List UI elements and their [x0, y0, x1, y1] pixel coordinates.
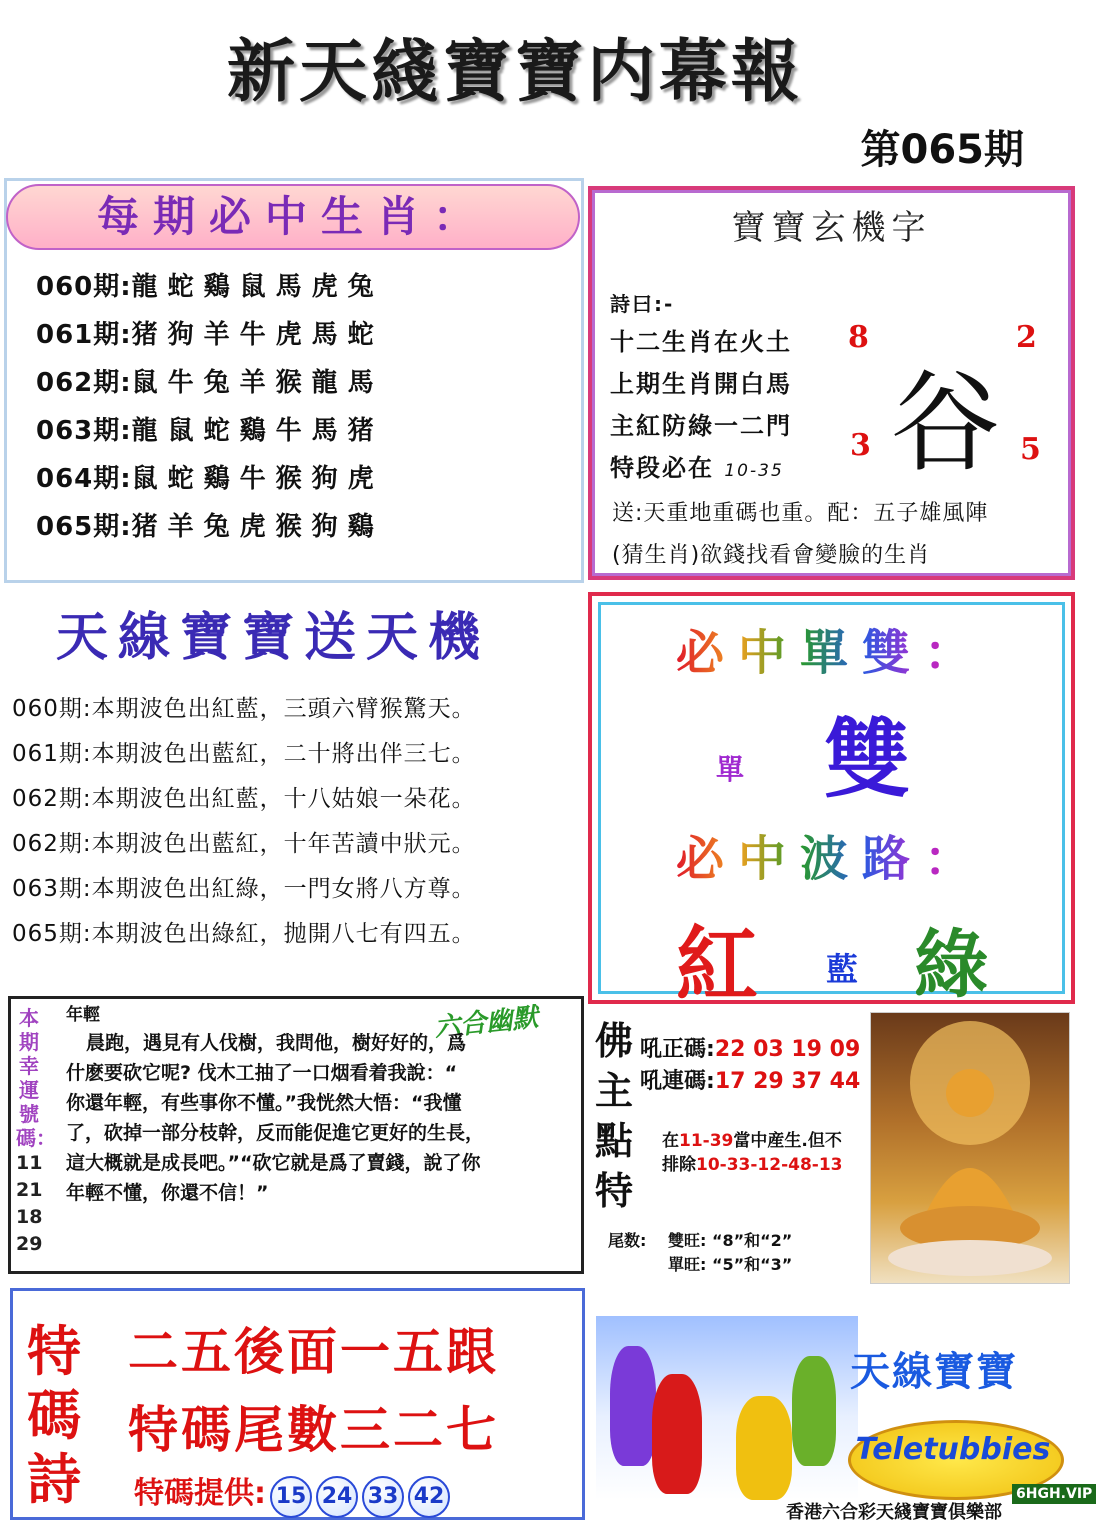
poem-text: 特段必在 — [610, 454, 714, 482]
buddha-figure-icon — [871, 1013, 1069, 1283]
zodiac-period: 060期: — [36, 272, 132, 302]
exclude-label: 排除 — [662, 1155, 696, 1175]
zodiac-row — [36, 410, 384, 447]
zodiac-period: 063期: — [36, 416, 132, 446]
lian-label: 吼連碼: — [640, 1069, 715, 1094]
zodiac-animals: 鼠牛兔羊猴龍馬 — [131, 368, 384, 398]
gift-text: 送:天重地重碼也重。配：五子雄風陣 — [612, 501, 989, 526]
zodiac-animals: 龍蛇鷄鼠馬虎兔 — [131, 272, 384, 302]
produce-pre: 在 — [662, 1131, 679, 1151]
double-value: “8”和“2” — [711, 1231, 793, 1250]
zodiac-period: 061期: — [36, 320, 132, 350]
special-poem-vertical: 特碼詩 — [27, 1320, 81, 1511]
poem-range: 10-35 — [724, 461, 784, 481]
zodiac-row — [36, 506, 384, 543]
page-title: 新天綫寶寶内幕報 — [226, 33, 803, 112]
zodiac-period: 065期: — [36, 512, 132, 542]
zodiac-row — [36, 314, 384, 351]
lian-value: 17 29 37 44 — [714, 1069, 861, 1094]
teletubbies-logo-text: Teletubbies — [855, 1432, 1051, 1467]
poem-intro: 詩曰:- — [610, 292, 675, 316]
secret-number: 8 — [848, 320, 869, 355]
double-label: 雙旺: — [668, 1231, 707, 1250]
number-ball: 15 — [270, 1476, 312, 1518]
special-poem-line: 二五後面一五跟 — [128, 1323, 499, 1381]
produce-range: 11-39 — [679, 1131, 734, 1151]
riddle-text: (猜生肖)欲錢找看會變臉的生肖 — [612, 543, 931, 568]
tianji-row: 060期:本期波色出紅藍，三頭六臂猴驚天。 — [12, 696, 476, 722]
zodiac-row — [36, 458, 384, 495]
number-ball: 42 — [408, 1476, 450, 1518]
poem-line: 主紅防綠一二門 — [610, 412, 792, 440]
secret-number: 2 — [1016, 320, 1037, 355]
double-label: 雙 — [824, 710, 910, 810]
tianji-row: 065期:本期波色出綠紅，抛開八七有四五。 — [12, 921, 476, 947]
special-poem-line: 特碼尾數三二七 — [128, 1401, 499, 1459]
produce-post: 當中産生.但不 — [733, 1131, 842, 1151]
number-ball: 24 — [316, 1476, 358, 1518]
number-ball: 33 — [362, 1476, 404, 1518]
produce-row — [662, 1126, 842, 1151]
buddha-vertical-title: 佛主點特 — [594, 1019, 633, 1213]
secret-number: 5 — [1020, 432, 1041, 467]
zodiac-period: 064期: — [36, 464, 132, 494]
zodiac-period: 062期: — [36, 368, 132, 398]
humor-title: 六合幽默 — [432, 1002, 540, 1044]
single-row — [668, 1252, 792, 1275]
poem-line: 上期生肖開白馬 — [610, 370, 792, 398]
joke-line: 什麽要砍它呢? 伐木工抽了一口烟看着我說：“ — [66, 1062, 458, 1084]
tianji-row: 061期:本期波色出藍紅，二十將出伴三七。 — [12, 741, 476, 767]
lucky-number: 18 — [16, 1206, 43, 1228]
tianji-row: 063期:本期波色出紅綠，一門女將八方尊。 — [12, 876, 476, 902]
joke-line: 晨跑，遇見有人伐樹，我問他，樹好好的，爲 — [86, 1032, 467, 1054]
joke-title: 年輕 — [66, 1005, 100, 1025]
tinky-winky-icon — [610, 1346, 656, 1466]
watermark: 6HGH.VIP — [1012, 1484, 1096, 1504]
single-double-heading: 必中單雙： — [676, 614, 986, 683]
zodiac-animals: 猪狗羊牛虎馬蛇 — [131, 320, 384, 350]
zheng-value: 22 03 19 09 — [714, 1037, 861, 1062]
teletubbies-cn-title: 天線寶寶 — [850, 1349, 1018, 1395]
club-name: 香港六合彩天綫寶寶俱樂部 — [786, 1502, 1002, 1523]
tianji-row: 062期:本期波色出紅藍，十八姑娘一朵花。 — [12, 786, 476, 812]
zodiac-row — [36, 362, 384, 399]
lucky-number: 21 — [16, 1179, 43, 1201]
provide-label: 特碼提供: — [134, 1476, 266, 1511]
single-label: 單旺: — [668, 1255, 707, 1274]
exclude-value: 10-33-12-48-13 — [696, 1155, 843, 1175]
teletubbies-picture — [596, 1316, 858, 1500]
lucky-number: 29 — [16, 1233, 43, 1255]
secret-number: 3 — [850, 428, 871, 463]
zheng-label: 吼正碼: — [640, 1037, 715, 1062]
joke-line: 你還年輕，有些事你不懂。”我恍然大悟：“我懂 — [66, 1092, 462, 1114]
wave-heading: 必中波路： — [676, 820, 986, 889]
zodiac-animals: 鼠蛇鷄牛猴狗虎 — [131, 464, 384, 494]
secret-character: 谷 — [890, 359, 1000, 487]
single-label: 單 — [716, 753, 745, 786]
lian-row — [640, 1064, 860, 1095]
secret-heading: 寶寶玄機字 — [731, 208, 932, 248]
wave-red: 紅 — [676, 918, 759, 1013]
joke-line: 年輕不懂，你還不信！” — [66, 1182, 269, 1204]
tail-label: 尾数: — [608, 1231, 647, 1250]
wave-green: 綠 — [914, 922, 988, 1008]
double-row — [668, 1228, 792, 1251]
poem-line: 十二生肖在火土 — [610, 328, 792, 356]
zodiac-animals: 猪羊兔虎猴狗鷄 — [131, 512, 384, 542]
dipsy-icon — [792, 1356, 836, 1466]
single-value: “5”和“3” — [711, 1255, 793, 1274]
tianji-heading: 天線寶寶送天機 — [56, 608, 491, 668]
poem-line — [610, 448, 784, 483]
joke-line: 這大概就是成長吧。”“砍它就是爲了賣錢，說了你 — [66, 1152, 481, 1174]
tianji-row: 062期:本期波色出藍紅，十年苦讀中狀元。 — [12, 831, 476, 857]
zodiac-row — [36, 266, 384, 303]
zheng-row — [640, 1032, 860, 1063]
zodiac-heading: 每期必中生肖： — [6, 184, 580, 250]
wave-blue: 藍 — [826, 950, 859, 988]
lucky-numbers — [16, 1150, 42, 1258]
exclude-row — [662, 1150, 843, 1175]
issue-number: 第065期 — [860, 127, 1024, 173]
po-icon — [652, 1374, 702, 1494]
buddha-image — [870, 1012, 1070, 1284]
joke-line: 了，砍掉一部分枝幹，反而能促進它更好的生長， — [66, 1122, 485, 1144]
provide-row — [134, 1468, 450, 1518]
lucky-label: 本期幸運號碼： — [16, 1006, 56, 1150]
lucky-number: 11 — [16, 1152, 43, 1174]
zodiac-animals: 龍鼠蛇鷄牛馬猪 — [131, 416, 384, 446]
laa-laa-icon — [736, 1396, 792, 1500]
